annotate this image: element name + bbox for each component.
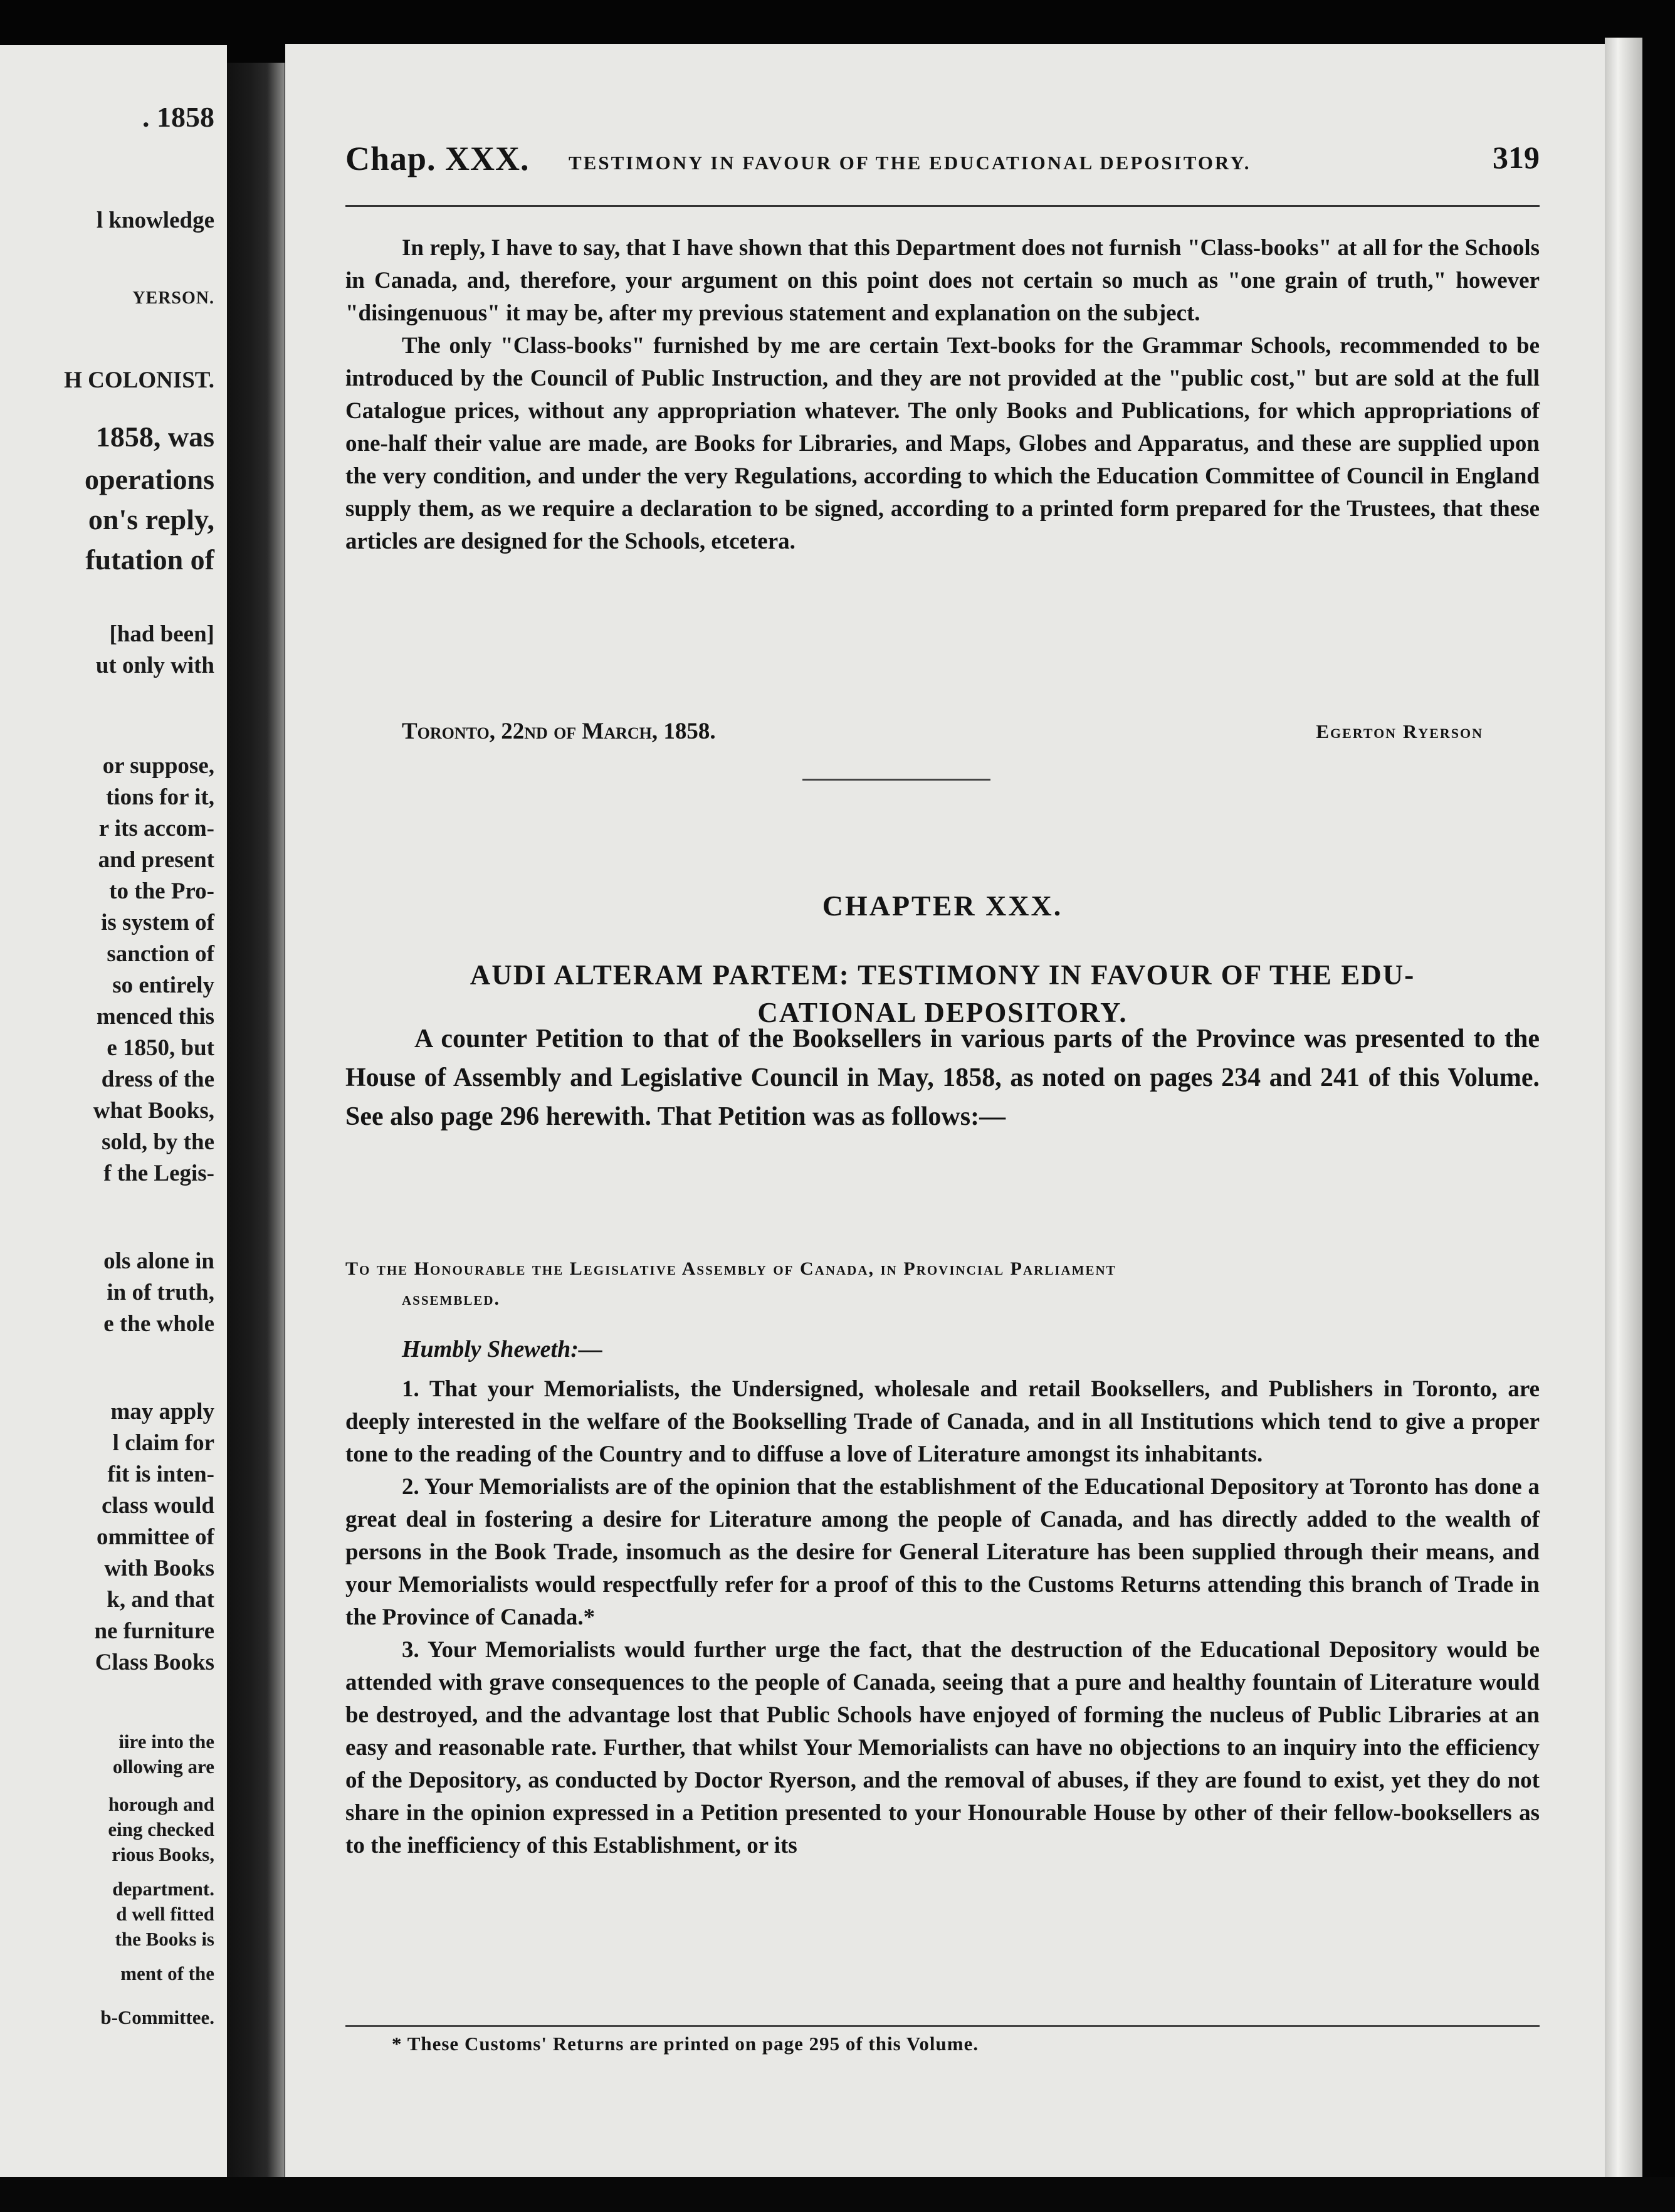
facing-page-line: e the whole	[103, 1311, 214, 1337]
facing-page-line: . 1858	[142, 101, 214, 133]
salutation: Humbly Sheweth:—	[402, 1336, 602, 1362]
facing-page-fragment	[0, 45, 227, 2177]
scan-border	[0, 2177, 1675, 2212]
facing-page-line: so entirely	[112, 972, 214, 998]
facing-page-line: f the Legis-	[103, 1161, 214, 1186]
facing-page-line: or suppose,	[102, 753, 214, 779]
facing-page-line: horough and	[108, 1793, 214, 1815]
facing-page-line: and present	[98, 847, 214, 873]
facing-page-line: department.	[112, 1878, 214, 1900]
reply-paragraph: The only "Class-books" furnished by me are certain Text-books for the Grammar Schools, recommended to be introduced by the Council of Public Instruction, and they are not provided at the "public cost," but are sold at the full Catalogue prices, without any appropriation whatever. The only Books and Publications, for which appropriations of one-half their value are made, are Books for Libraries, and Maps, Globes and Apparatus, and these are supplied upon the very condition, and under the very Regulations, according to which the Education Committee of Council in England supply them, as we require a declaration to be signed, according to a printed form prepared for the Trustees, that these articles are designed for the Schools, etcetera.	[345, 333, 1540, 554]
facing-page-line: tions for it,	[105, 784, 214, 810]
petition-text	[345, 1373, 1540, 1862]
signoff-place-date: Toronto, 22nd of March, 1858.	[402, 719, 716, 744]
facing-page-line: the Books is	[115, 1928, 214, 1950]
facing-page-line: futation of	[85, 544, 214, 576]
facing-page-line: d well fitted	[116, 1903, 214, 1925]
facing-page-line: eing checked	[108, 1818, 214, 1840]
petition-paragraph: 1. That your Memorialists, the Undersigned, wholesale and retail Booksellers, and Publishers in Toronto, are deeply interested in the welfare of the Bookselling Trade of Canada, and in all Institutions which tend to give a proper tone to the reading of the Country and to diffuse a love of Literature amongst its inhabitants.	[345, 1376, 1540, 1467]
signoff	[345, 718, 1540, 749]
chapter-title-line: CATIONAL DEPOSITORY.	[757, 997, 1128, 1028]
facing-page-line: ollowing are	[112, 1756, 214, 1778]
facing-page-line: 1858, was	[95, 421, 214, 453]
facing-page-line: ols alone in	[103, 1248, 214, 1274]
facing-page-line: l claim for	[112, 1430, 214, 1456]
facing-page-line: k, and that	[107, 1587, 214, 1613]
facing-page-line: class would	[102, 1493, 214, 1519]
facing-page-line: in of truth,	[107, 1280, 214, 1305]
address-line: To the Honourable the Legislative Assembly of Canada, in Provincial Parliament	[345, 1258, 1116, 1279]
facing-page-line: menced this	[96, 1004, 214, 1030]
running-head	[345, 139, 1540, 183]
footnote: * These Customs' Returns are printed on page 295 of this Volume.	[392, 2033, 979, 2055]
reply-paragraph: In reply, I have to say, that I have shown that this Department does not furnish "Class-books" at all for the Schools in Canada, and, therefore, your argument on this point does not certain so much as "one grain of truth," however "disingenuous" it may be, after my previous statement and explanation on the subject.	[345, 235, 1540, 326]
facing-page-line: e 1850, but	[107, 1035, 214, 1061]
facing-page-line: what Books,	[93, 1098, 214, 1124]
facing-page-line: YERSON.	[132, 288, 214, 308]
petition-paragraph: 3. Your Memorialists would further urge the fact, that the destruction of the Educational Depository would be attended with grave consequences to the people of Canada, seeing that a pure and healthy fountain of Literature would be destroyed, and the advantage lost that Public Schools have enjoyed of forming the nucleus of Public Libraries at an easy and reasonable rate. Further, that whilst Your Memorialists can have no objections to an inquiry into the efficiency of the Depository, as conducted by Doctor Ryerson, and the removal of abuses, if they are found to exist, yet they do not share in the opinion expressed in a Petition presented to your Honourable House by other of their fellow-booksellers as to the inefficiency of this Establishment, or its	[345, 1637, 1540, 1858]
chapter-heading: CHAPTER XXX.	[822, 890, 1063, 922]
running-head-title: TESTIMONY IN FAVOUR OF THE EDUCATIONAL DEPOSITORY.	[569, 152, 1251, 174]
petition-address	[345, 1254, 1540, 1314]
facing-page-line: ne furniture	[94, 1618, 214, 1644]
page-edge	[1605, 38, 1642, 2212]
running-head-chapter: Chap. XXX.	[345, 140, 530, 177]
address-line: assembled.	[402, 1288, 501, 1309]
facing-page-line: rious Books,	[112, 1843, 214, 1865]
facing-page-line: iire into the	[118, 1730, 214, 1752]
facing-page-line: fit is inten-	[107, 1462, 214, 1487]
facing-page-line: ment of the	[120, 1962, 214, 1984]
header-rule	[345, 205, 1540, 207]
facing-page-line: ommittee of	[97, 1524, 214, 1550]
facing-page-line: r its accom-	[98, 816, 214, 841]
facing-page-line: is system of	[101, 910, 214, 935]
facing-page-line: H COLONIST.	[64, 367, 214, 393]
intro-text	[345, 1019, 1540, 1136]
chapter-title-line: AUDI ALTERAM PARTEM: TESTIMONY IN FAVOUR OF THE EDU-	[470, 959, 1415, 991]
book-page	[285, 44, 1605, 2212]
facing-page-line: Class Books	[95, 1650, 214, 1675]
facing-page-line: dress of the	[101, 1066, 214, 1092]
petition-paragraph: 2. Your Memorialists are of the opinion that the establishment of the Educational Depository at Toronto has done a great deal in fostering a desire for Literature among the people of Canada, and has directly added to the wealth of persons in the Book Trade, insomuch as the desire for General Literature has been supplied through their means, and your Memorialists would respectfully refer for a proof of this to the Customs Returns attending this branch of Trade in the Province of Canada.*	[345, 1474, 1540, 1630]
facing-page-line: to the Pro-	[109, 878, 214, 904]
footnote-rule	[345, 2025, 1540, 2027]
facing-page-line: sold, by the	[102, 1129, 214, 1155]
facing-page-line: ut only with	[95, 653, 214, 678]
facing-page-line: on's reply,	[88, 503, 214, 535]
page-number: 319	[1493, 140, 1540, 175]
book-gutter	[227, 63, 285, 2194]
facing-page-line: b-Committee.	[100, 2006, 214, 2028]
signoff-name: Egerton Ryerson	[1316, 720, 1483, 742]
section-separator	[802, 779, 990, 781]
facing-page-line: with Books	[104, 1556, 214, 1581]
facing-page-line: l knowledge	[96, 208, 214, 233]
reply-text	[345, 232, 1540, 558]
intro-paragraph: A counter Petition to that of the Booksellers in various parts of the Province was presented to the House of Assembly and Legislative Council in May, 1858, as noted on pages 234 and 241 of this Volume. See also page 296 herewith. That Petition was as follows:—	[345, 1024, 1540, 1131]
facing-page-line: may apply	[110, 1399, 214, 1425]
facing-page-line: operations	[85, 463, 214, 495]
facing-page-line: sanction of	[107, 941, 214, 967]
facing-page-line: [had been]	[109, 621, 214, 647]
